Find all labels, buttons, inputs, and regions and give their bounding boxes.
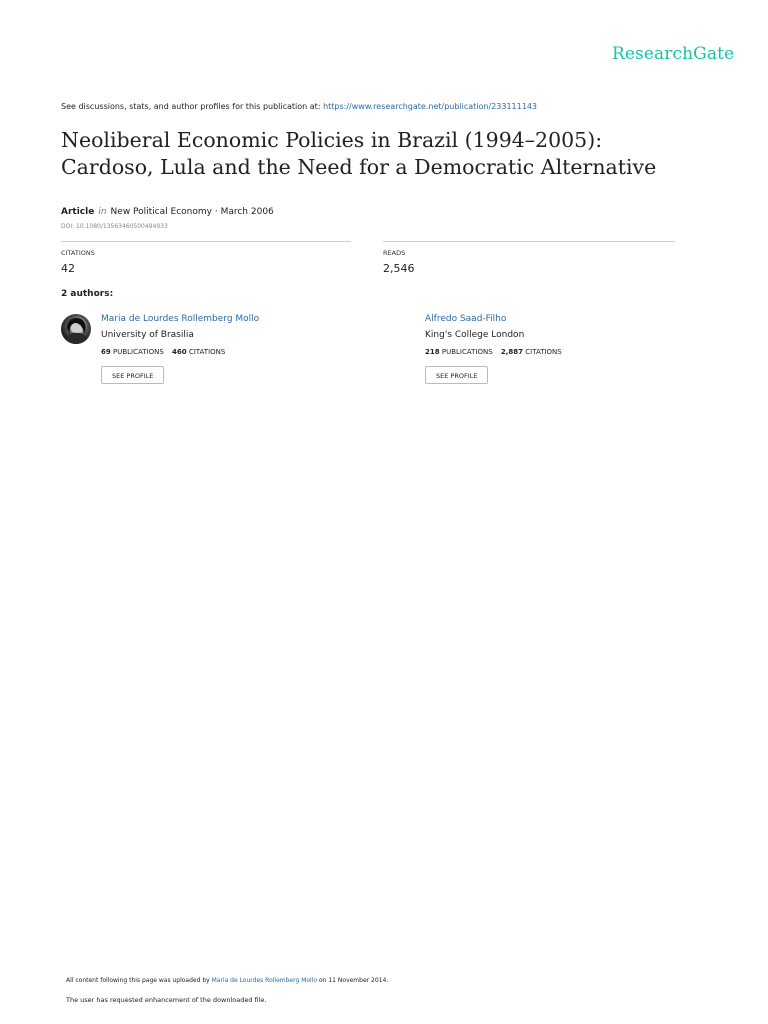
reads-count: 2,546 [383,262,415,275]
discussion-text: See discussions, stats, and author profiles for this publication at: [61,102,321,111]
avatar[interactable] [61,314,91,344]
see-profile-button-2[interactable]: SEE PROFILE [425,366,488,384]
author-institution-2: King's College London [425,330,525,340]
enhancement-notice: The user has requested enhancement of the downloaded file. [66,996,267,1004]
citations-count: 42 [61,262,75,275]
citations-label: CITATIONS [61,249,95,257]
publication-date: March 2006 [220,207,274,217]
publication-type: Article [61,207,95,217]
authors-heading: 2 authors: [61,289,114,299]
author-citations-label-1: CITATIONS [188,348,226,356]
author-citations-count-1: 460 [172,348,187,356]
divider-reads [383,241,675,242]
researchgate-logo[interactable]: ResearchGate [612,44,735,64]
see-profile-button-1[interactable]: SEE PROFILE [101,366,164,384]
author-citations-label-2: CITATIONS [525,348,562,356]
reads-label: READS [383,249,406,257]
publication-doi[interactable]: DOI: 10.1080/13563460500494933 [61,223,168,230]
discussion-line [61,102,537,111]
author-publications-label-2: PUBLICATIONS [441,348,493,356]
author-name-1[interactable]: Maria de Lourdes Rollemberg Mollo [101,314,260,324]
publication-link[interactable]: https://www.researchgate.net/publication/233111143 [323,102,537,111]
divider-citations [61,241,351,242]
author-citations-count-2: 2,887 [500,348,524,356]
author-publications-label-1: PUBLICATIONS [112,348,164,356]
author-stats-2 [425,348,562,356]
upload-suffix: on 11 November 2014. [318,977,389,984]
author-publications-count-1: 69 [101,348,111,356]
upload-notice [66,977,388,984]
date-separator: · [214,207,218,217]
author-publications-count-2: 218 [425,348,440,356]
author-institution-1: University of Brasilia [101,330,194,340]
publication-title: Neoliberal Economic Policies in Brazil (1994–2005): Cardoso, Lula and the Need for a Democratic Alternative [61,128,657,179]
in-label: in [98,207,107,217]
publication-meta [61,207,274,217]
uploader-link[interactable]: Maria de Lourdes Rollemberg Mollo [211,977,318,984]
upload-prefix: All content following this page was uploaded by [66,977,210,984]
publication-venue[interactable]: New Political Economy [110,207,212,217]
author-name-2[interactable]: Alfredo Saad-Filho [425,314,507,324]
author-stats-1 [101,348,225,356]
author-photo-icon [61,314,91,344]
